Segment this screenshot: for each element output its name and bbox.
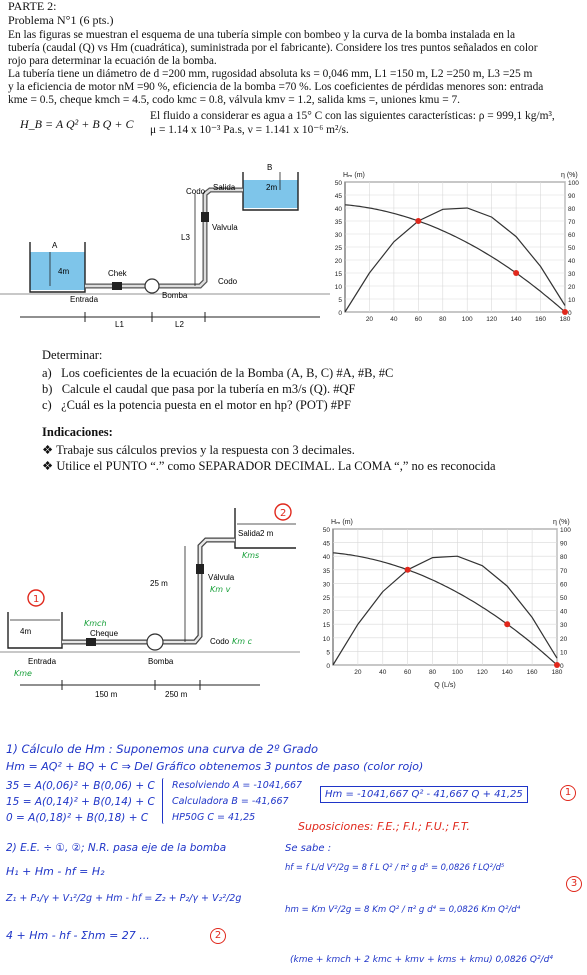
y-tick-label: 35 [322, 567, 330, 575]
label-kmc: Km c [232, 637, 252, 646]
label-2m: 2m [266, 183, 278, 192]
label-150m: 150 m [95, 690, 118, 699]
question-letter: b) [42, 382, 53, 396]
y-tick-label: 15 [322, 622, 330, 630]
questions-intro: Determinar: [42, 348, 103, 362]
y2-tick-label: 0 [568, 310, 572, 317]
y-tick-label: 40 [334, 206, 342, 213]
y-tick-label: 45 [334, 193, 342, 200]
y-axis-label: Hₘ (m) [331, 519, 353, 526]
label-kme: Kme [14, 669, 32, 678]
x-tick-label: 100 [461, 316, 473, 323]
label-entrada: Entrada [70, 295, 99, 304]
y-axis-label: Hₘ (m) [343, 172, 365, 179]
label-250m: 250 m [165, 690, 188, 699]
y2-tick-label: 30 [568, 271, 576, 278]
y2-tick-label: 70 [560, 567, 568, 575]
label-valvula: Valvula [212, 223, 238, 232]
label-l3: L3 [181, 233, 190, 242]
y2-tick-label: 0 [560, 663, 564, 670]
y2-axis-label: η (%) [553, 519, 570, 526]
y2-tick-label: 50 [568, 245, 576, 252]
data-point [415, 218, 421, 224]
hand-simplified: 4 + Hm - hf - Σhm = 27 ... [6, 929, 150, 942]
statement-line: kme = 0.5, cheque kmch = 4.5, codo kmc = 0.8, válvula kmv = 1.2, salida kms =, uniones kmu = 7. [8, 94, 461, 106]
x-tick-label: 100 [452, 669, 463, 676]
y-tick-label: 30 [322, 581, 330, 589]
label-4m: 4m [58, 267, 70, 276]
question-letter: a) [42, 366, 52, 380]
y2-tick-label: 70 [568, 219, 576, 226]
x-tick-label: 160 [526, 669, 538, 676]
pump-symbol [145, 279, 159, 293]
data-point [504, 621, 510, 627]
pump-equation: H_B = A Q² + B Q + C [20, 117, 134, 131]
label-valvula: Válvula [208, 573, 235, 582]
hand-solve-c: HP50G C = 41,25 [172, 812, 256, 823]
question-text: ¿Cuál es la potencia puesta en el motor en hp? (POT) #PF [61, 398, 351, 412]
question-text: Calcule el caudal que pasa por la tubería en m3/s (Q). #QF [61, 382, 356, 396]
hand-energy-eq: H₁ + Hm - hf = H₂ [6, 865, 105, 878]
y2-tick-label: 30 [560, 622, 568, 630]
y2-tick-label: 60 [568, 232, 576, 239]
pipe-diagram-top [0, 152, 330, 330]
hand-curve-eq: Hm = AQ² + BQ + C ⇒ Del Gráfico obtenemos 3 puntos de paso (color rojo) [6, 760, 424, 773]
hand-se-sabe: Se sabe : [285, 843, 332, 854]
x-tick-label: 180 [551, 669, 563, 676]
y2-tick-label: 90 [560, 540, 568, 548]
label-l2: L2 [175, 320, 184, 329]
x-axis-label: Q (L/s) [434, 682, 456, 689]
y-tick-label: 50 [322, 527, 330, 534]
hand-point-eq-1: 35 = A(0,06)² + B(0,06) + C [6, 780, 155, 792]
valve-symbol [201, 212, 209, 222]
x-tick-label: 60 [404, 669, 412, 676]
hand-bernoulli: Z₁ + P₁/γ + V₁²/2g + Hm - hf = Z₂ + P₂/γ + V₂²/2g [6, 893, 242, 904]
label-kms: Kms [242, 551, 260, 560]
hand-point-eq-3: 0 = A(0,18)² + B(0,18) + C [6, 812, 149, 824]
tank-left-wall [8, 612, 62, 648]
indications-list: ❖ Trabaje sus cálculos previos y la respuesta con 3 decimales. ❖ Utilice el PUNTO “.” como SEPARADOR DECIMAL. La COMA “,” no es reconocida [42, 443, 496, 473]
valve-symbol [196, 564, 204, 574]
hand-bottom-sum: (kme + kmch + 2 kmc + kmv + kms + kmu) 0,0826 Q²/d⁴ [290, 955, 553, 965]
y-tick-label: 0 [326, 663, 330, 670]
y-tick-label: 10 [334, 284, 342, 291]
hand-result-box: Hm = -1041,667 Q² - 41,667 Q + 41,25 [320, 786, 528, 803]
y-tick-label: 0 [338, 310, 342, 317]
hand-hf: hf = f L/d V²/2g = 8 f L Q² / π² g d⁵ = 0,0826 f LQ²/d⁵ [285, 862, 505, 872]
y-tick-label: 5 [338, 297, 342, 304]
label-kmch: Kmch [84, 619, 107, 628]
y2-tick-label: 80 [568, 206, 576, 213]
point-1-label: 1 [33, 594, 40, 605]
y-tick-label: 25 [322, 595, 330, 602]
hand-solve-b: Calculadora B = -41,667 [172, 796, 289, 807]
x-tick-label: 180 [559, 316, 571, 323]
statement-line: tubería (caudal (Q) vs Hm (cuadrática), suministrada por el fabricante). Considere los tres puntos señalados en color [8, 42, 538, 54]
label-4m: 4m [20, 627, 32, 636]
x-tick-label: 120 [486, 316, 498, 323]
question-text: Los coeficientes de la ecuación de la Bomba (A, B, C) #A, #B, #C [61, 366, 394, 380]
y-tick-label: 20 [334, 258, 342, 265]
label-entrada: Entrada [28, 657, 57, 666]
hand-eq2-number: 2 [210, 928, 226, 944]
pipe-diagram-annotated [0, 500, 300, 700]
data-point [405, 567, 411, 573]
y2-tick-label: 90 [568, 193, 576, 200]
statement-line: y la eficiencia de motor nM =90 %, eficiencia de la bomba =70 %. Los coeficientes de pérdidas menores son: entrada [8, 81, 544, 93]
y-tick-label: 15 [334, 271, 342, 278]
x-tick-label: 140 [510, 316, 522, 323]
pump-curve-chart-top [315, 170, 587, 328]
y-tick-label: 10 [322, 635, 330, 643]
y-tick-label: 45 [322, 540, 330, 548]
x-tick-label: 160 [535, 316, 546, 323]
hand-hm: hm = Km V²/2g = 8 Km Q² / π² g d⁴ = 0,0826 Km Q²/d⁴ [285, 905, 521, 915]
x-tick-label: 80 [439, 316, 447, 323]
y-tick-label: 50 [334, 180, 342, 187]
label-codo-top: Codo [186, 187, 206, 196]
label-chek: Chek [108, 269, 127, 278]
hand-solve-a: Resolviendo A = -1041,667 [172, 780, 303, 791]
y-tick-label: 30 [334, 232, 342, 239]
label-2m: 2 m [260, 529, 274, 538]
y2-tick-label: 100 [560, 527, 571, 534]
y2-tick-label: 100 [568, 180, 579, 187]
hand-point-eq-2: 15 = A(0,14)² + B(0,14) + C [6, 796, 155, 808]
hand-suppositions: Suposiciones: F.E.; F.I.; F.U.; F.T. [298, 820, 470, 833]
label-b: B [267, 163, 273, 172]
x-tick-label: 140 [501, 669, 513, 676]
y-tick-label: 35 [334, 219, 342, 226]
problem-title: Problema N°1 (6 pts.) [8, 13, 114, 27]
pump-curve-chart-annotated [305, 515, 587, 695]
y2-tick-label: 60 [560, 581, 568, 589]
label-l1: L1 [115, 320, 124, 329]
tank-right-wall [235, 508, 296, 548]
x-tick-label: 60 [414, 316, 422, 323]
y2-tick-label: 40 [568, 258, 576, 265]
indications-title: Indicaciones: [42, 425, 113, 439]
label-bomba: Bomba [148, 657, 174, 666]
y2-tick-label: 20 [568, 284, 576, 291]
y-tick-label: 5 [326, 649, 330, 657]
questions-list [42, 365, 393, 413]
y2-tick-label: 50 [560, 595, 568, 602]
y-tick-label: 40 [322, 554, 330, 562]
label-25m: 25 m [150, 579, 168, 588]
problem-statement [8, 29, 583, 107]
label-kmv: Km v [210, 585, 231, 594]
label-cheque: Cheque [90, 629, 119, 638]
point-2-label: 2 [280, 508, 287, 519]
y2-tick-label: 10 [568, 297, 576, 304]
indication-item: Utilice el PUNTO “.” como SEPARADOR DECIMAL. La COMA “,” no es reconocida [56, 459, 496, 473]
fluid-line-2: μ = 1.14 x 10⁻³ Pa.s, ν = 1.141 x 10⁻⁶ m²/s. [150, 124, 349, 136]
y2-axis-label: η (%) [561, 172, 578, 179]
x-tick-label: 120 [476, 669, 488, 676]
fluid-line-1: El fluido a considerar es agua a 15° C con las siguientes características: ρ = 999,1 kg/m³, [150, 110, 555, 122]
label-a: A [52, 241, 58, 250]
question-letter: c) [42, 398, 52, 412]
y2-tick-label: 20 [560, 635, 568, 643]
hand-result-number: 1 [560, 785, 576, 801]
x-tick-label: 40 [379, 669, 387, 676]
y2-tick-label: 80 [560, 554, 568, 562]
x-tick-label: 40 [390, 316, 398, 323]
y-tick-label: 25 [334, 245, 342, 252]
x-tick-label: 20 [365, 316, 374, 323]
label-bomba: Bomba [162, 291, 188, 300]
indication-item: Trabaje sus cálculos previos y la respuesta con 3 decimales. [56, 443, 355, 457]
pump-symbol [147, 634, 163, 650]
statement-line: La tubería tiene un diámetro de d =200 mm, rugosidad absoluta ks = 0,046 mm, L1 =150 m, L2 =250 m, L3 =25 m [8, 68, 533, 80]
check-symbol [112, 282, 122, 290]
statement-line: En las figuras se muestran el esquema de una tubería simple con bombeo y la curva de la bomba instalada en la [8, 29, 516, 41]
label-codo-bottom: Codo [218, 277, 238, 286]
hand-hf-number: 3 [566, 876, 582, 892]
label-salida: Salida [238, 529, 261, 538]
hand-step-2: 2) E.E. ÷ ①, ②; N.R. pasa eje de la bomba [6, 842, 227, 854]
y2-tick-label: 40 [560, 608, 568, 616]
hand-step-1: 1) Cálculo de Hm : Suponemos una curva de 2º Grado [6, 742, 319, 756]
x-tick-label: 20 [354, 669, 362, 676]
y-tick-label: 20 [322, 608, 330, 616]
label-codo: Codo [210, 637, 230, 646]
label-salida: Salida [213, 183, 236, 192]
hand-brace [162, 778, 166, 824]
part-title: PARTE 2: [8, 0, 57, 13]
check-symbol [86, 638, 96, 646]
y2-tick-label: 10 [560, 649, 568, 657]
x-tick-label: 80 [428, 669, 437, 676]
data-point [513, 270, 519, 276]
statement-line: rojo para determinar la ecuación de la bomba. [8, 55, 217, 67]
